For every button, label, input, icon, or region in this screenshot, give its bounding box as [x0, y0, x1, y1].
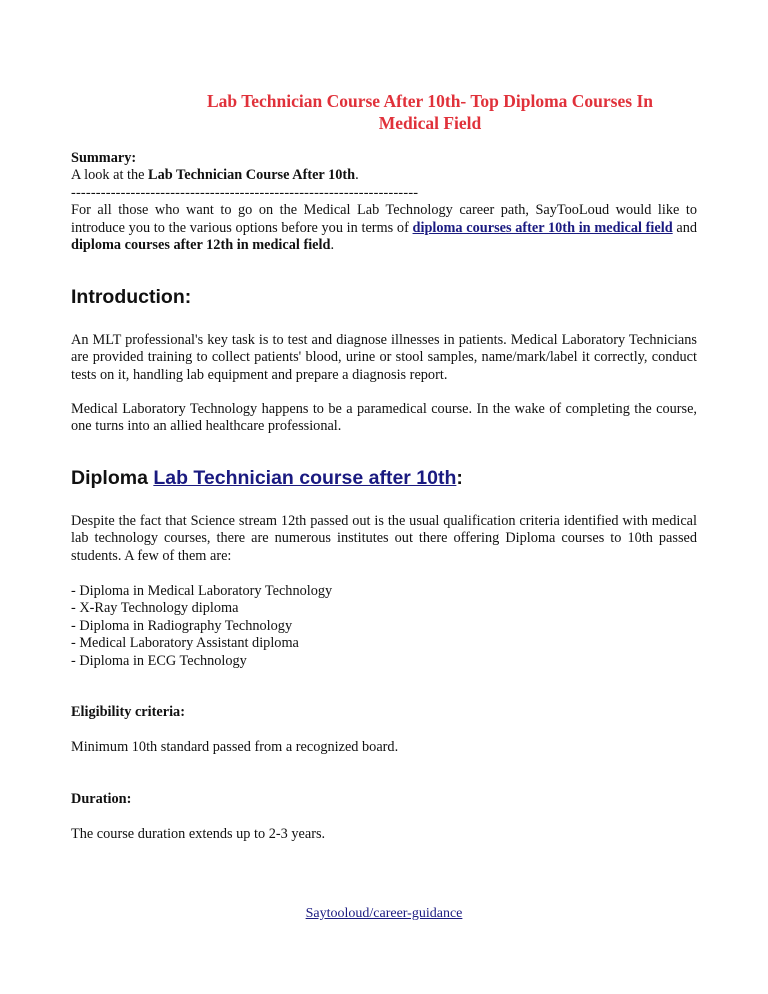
summary-intro-bold: Lab Technician Course After 10th	[148, 167, 356, 184]
introduction-paragraph-1: An MLT professional's key task is to test and diagnose illnesses in patients. Medical Laboratory Technicians are provided training to collect patients' blood, urine or stool samples, name/mark/label it correctly, conduct tests on it, handling lab equipment and prepare a diagnosis report.	[71, 332, 697, 383]
introduction-heading: Introduction:	[71, 286, 192, 308]
eligibility-text: Minimum 10th standard passed from a recognized board.	[71, 739, 399, 755]
summary-para-prefix: For all those who want to go on the Medical Lab Technology career path, SayTooLoud would like to introduce you to the various options before you in terms of	[71, 202, 697, 236]
summary-para-mid: and	[672, 219, 698, 236]
lab-technician-course-link[interactable]: Lab Technician course after 10th	[153, 467, 457, 489]
diploma-heading-prefix: Diploma	[71, 467, 154, 489]
diploma-paragraph: Despite the fact that Science stream 12th passed out is the usual qualification criteria identified with medical lab technology courses, there are numerous institutes out there offering Diploma courses to 10th passed students. A few of them are:	[71, 513, 697, 564]
list-item: - Medical Laboratory Assistant diploma	[71, 635, 299, 652]
diploma-heading-suffix: :	[456, 467, 463, 489]
eligibility-heading: Eligibility criteria:	[71, 704, 185, 720]
list-item: - Diploma in Medical Laboratory Technology	[71, 583, 333, 599]
list-item: - X-Ray Technology diploma	[71, 600, 239, 617]
duration-text: The course duration extends up to 2-3 years.	[71, 826, 326, 842]
summary-intro-prefix: A look at the	[71, 167, 149, 184]
summary-label: Summary:	[71, 150, 137, 166]
list-item: - Diploma in Radiography Technology	[71, 617, 293, 634]
duration-heading: Duration:	[71, 791, 132, 807]
diploma-heading	[71, 466, 463, 490]
title-line-2: Medical Field	[378, 113, 482, 133]
introduction-paragraph-2: Medical Laboratory Technology happens to be a paramedical course. In the wake of completing the course, one turns into an allied healthcare professional.	[71, 401, 697, 435]
footer-link[interactable]: Saytooloud/career-guidance	[305, 906, 463, 921]
summary-section	[71, 150, 697, 254]
title-line-1: Lab Technician Course After 10th- Top Diploma Courses In	[206, 91, 653, 111]
summary-para-suffix: .	[330, 237, 335, 254]
list-item: - Diploma in ECG Technology	[71, 652, 247, 669]
summary-intro-suffix: .	[355, 167, 359, 184]
summary-bold-12th: diploma courses after 12th in medical field	[71, 237, 331, 254]
diploma-list	[71, 583, 332, 670]
summary-divider: ----------------------------------------------------------------------	[71, 184, 419, 201]
diploma-after-10th-link[interactable]: diploma courses after 10th in medical field	[412, 219, 673, 236]
document-title	[150, 90, 710, 134]
summary-intro	[71, 167, 697, 184]
summary-paragraph	[71, 202, 697, 254]
